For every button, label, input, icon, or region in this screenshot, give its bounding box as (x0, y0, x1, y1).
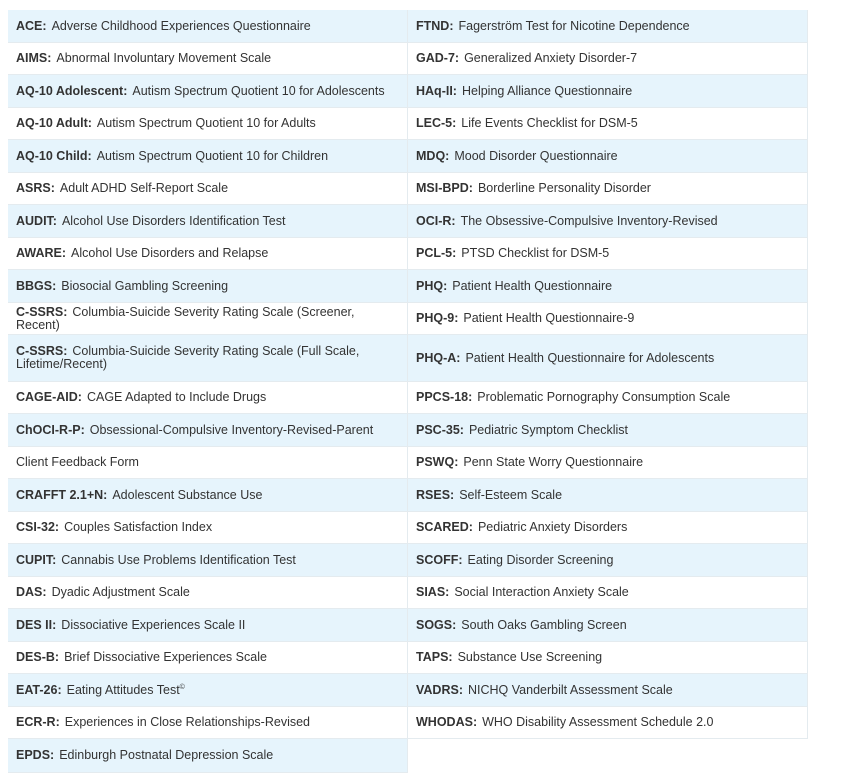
assessment-text (16, 716, 310, 729)
assessment-item[interactable] (8, 205, 408, 238)
table-row (8, 512, 808, 544)
assessment-abbreviation: PCL-5: (416, 246, 457, 260)
assessment-text (416, 150, 618, 163)
table-row (8, 447, 808, 479)
assessment-text (16, 280, 228, 293)
assessment-text (416, 716, 713, 729)
table-row (8, 382, 808, 414)
assessment-abbreviation: PHQ-A: (416, 350, 461, 365)
assessment-item[interactable] (8, 140, 408, 173)
empty-cell (408, 739, 808, 773)
assessment-text (416, 391, 730, 404)
assessment-item[interactable] (408, 10, 808, 43)
assessment-item[interactable] (8, 577, 408, 609)
assessment-name: Substance Use Screening (457, 650, 603, 664)
assessment-abbreviation: PHQ: (416, 278, 448, 293)
assessment-item[interactable] (8, 335, 408, 382)
assessment-table (8, 10, 808, 773)
assessment-abbreviation: AIMS: (16, 51, 52, 65)
assessment-item[interactable] (408, 577, 808, 609)
assessment-name: Social Interaction Anxiety Scale (454, 585, 629, 599)
assessment-name: Obsessional-Compulsive Inventory-Revised-Parent (89, 422, 374, 437)
assessment-text (416, 424, 628, 437)
assessment-text (16, 619, 245, 632)
assessment-item[interactable] (8, 173, 408, 205)
assessment-name: Alcohol Use Disorders Identification Test (61, 213, 286, 228)
assessment-name: Dissociative Experiences Scale II (61, 617, 246, 632)
assessment-text (416, 182, 651, 195)
assessment-name: Pediatric Anxiety Disorders (477, 520, 628, 534)
assessment-item[interactable] (408, 108, 808, 140)
assessment-abbreviation: GAD-7: (416, 51, 460, 65)
assessment-name: Patient Health Questionnaire-9 (463, 311, 635, 325)
assessment-text (416, 456, 643, 469)
assessment-text (16, 554, 296, 567)
assessment-abbreviation: AQ-10 Adolescent: (16, 83, 128, 98)
assessment-name: Abnormal Involuntary Movement Scale (56, 51, 272, 65)
assessment-item[interactable] (408, 270, 808, 303)
assessment-text (16, 456, 139, 469)
assessment-text (416, 312, 634, 325)
assessment-text (416, 85, 632, 98)
assessment-name: Cannabis Use Problems Identification Test (61, 552, 296, 567)
assessment-text (416, 554, 613, 567)
assessment-abbreviation: ECR-R: (16, 715, 60, 729)
table-row (8, 674, 808, 707)
assessment-abbreviation: C-SSRS: (16, 344, 68, 358)
table-row (8, 75, 808, 108)
assessment-abbreviation: SOGS: (416, 617, 457, 632)
table-row (8, 108, 808, 140)
assessment-text (16, 117, 316, 130)
assessment-text (16, 345, 399, 371)
assessment-item[interactable] (8, 270, 408, 303)
assessment-name: The Obsessive-Compulsive Inventory-Revised (460, 213, 718, 228)
table-row (8, 140, 808, 173)
assessment-abbreviation: BBGS: (16, 278, 57, 293)
assessment-item[interactable] (408, 447, 808, 479)
assessment-item[interactable] (8, 382, 408, 414)
assessment-item[interactable] (408, 479, 808, 512)
assessment-name: Self-Esteem Scale (459, 487, 563, 502)
assessment-abbreviation: PPCS-18: (416, 390, 473, 404)
assessment-item[interactable] (408, 75, 808, 108)
assessment-item[interactable] (408, 609, 808, 642)
assessment-name: Couples Satisfaction Index (64, 520, 213, 534)
assessment-abbreviation: AQ-10 Child: (16, 148, 92, 163)
assessment-text (16, 489, 262, 502)
assessment-text (16, 215, 285, 228)
assessment-name: Life Events Checklist for DSM-5 (461, 116, 638, 130)
assessment-abbreviation: FTND: (416, 18, 454, 33)
assessment-name: Helping Alliance Questionnaire (461, 83, 633, 98)
assessment-item[interactable] (8, 303, 408, 335)
assessment-abbreviation: CAGE-AID: (16, 390, 82, 404)
assessment-name: Edinburgh Postnatal Depression Scale (59, 748, 274, 762)
table-row (8, 270, 808, 303)
table-row (8, 43, 808, 75)
assessment-text (416, 52, 637, 65)
table-row (8, 739, 808, 773)
assessment-item[interactable] (408, 303, 808, 335)
assessment-name: Borderline Personality Disorder (477, 181, 651, 195)
assessment-item[interactable] (408, 140, 808, 173)
assessment-item[interactable] (408, 43, 808, 75)
assessment-abbreviation: PSC-35: (416, 422, 464, 437)
assessment-text (16, 521, 212, 534)
table-row (8, 707, 808, 739)
assessment-abbreviation: TAPS: (416, 650, 453, 664)
assessment-text (16, 306, 399, 332)
assessment-item[interactable] (8, 414, 408, 447)
assessment-item[interactable] (408, 382, 808, 414)
assessment-item[interactable] (8, 739, 408, 773)
assessment-abbreviation: AQ-10 Adult: (16, 116, 92, 130)
assessment-text (416, 684, 673, 697)
assessment-abbreviation: ASRS: (16, 181, 55, 195)
assessment-abbreviation: SCOFF: (416, 552, 463, 567)
assessment-abbreviation: VADRS: (416, 682, 463, 697)
assessment-text (16, 424, 373, 437)
assessment-item[interactable] (8, 512, 408, 544)
assessment-name: Patient Health Questionnaire for Adolescents (465, 350, 715, 365)
assessment-name: Columbia-Suicide Severity Rating Scale (Full Scale, Lifetime/Recent) (16, 344, 360, 371)
assessment-text (16, 749, 273, 762)
assessment-text (416, 586, 629, 599)
assessment-abbreviation: HAq-II: (416, 83, 457, 98)
assessment-name: Adult ADHD Self-Report Scale (59, 181, 229, 195)
assessment-name: Alcohol Use Disorders and Relapse (71, 246, 269, 260)
assessment-abbreviation: OCI-R: (416, 213, 456, 228)
assessment-abbreviation: EPDS: (16, 748, 55, 762)
assessment-name: South Oaks Gambling Screen (461, 617, 627, 632)
assessment-abbreviation: ACE: (16, 18, 47, 33)
assessment-item[interactable] (408, 544, 808, 577)
assessment-text (16, 391, 266, 404)
assessment-item[interactable] (8, 447, 408, 479)
assessment-item[interactable] (8, 238, 408, 270)
table-row (8, 479, 808, 512)
assessment-name: Penn State Worry Questionnaire (463, 455, 644, 469)
assessment-item[interactable] (8, 108, 408, 140)
assessment-abbreviation: SIAS: (416, 585, 450, 599)
assessment-name: Generalized Anxiety Disorder-7 (464, 51, 638, 65)
table-row (8, 609, 808, 642)
table-row (8, 335, 808, 382)
assessment-name: Problematic Pornography Consumption Scale (477, 390, 731, 404)
assessment-item[interactable] (408, 205, 808, 238)
assessment-name: Autism Spectrum Quotient 10 for Adolescents (132, 83, 385, 98)
assessment-text (16, 651, 267, 664)
assessment-item[interactable] (8, 707, 408, 739)
assessment-name: Adolescent Substance Use (112, 487, 263, 502)
assessment-name: Dyadic Adjustment Scale (51, 585, 190, 599)
assessment-text (416, 619, 627, 632)
assessment-text (16, 85, 385, 98)
assessment-text (16, 182, 228, 195)
table-row (8, 544, 808, 577)
assessment-abbreviation: RSES: (416, 487, 455, 502)
table-row (8, 414, 808, 447)
assessment-text (416, 20, 690, 33)
assessment-item[interactable] (8, 642, 408, 674)
assessment-name: PTSD Checklist for DSM-5 (461, 246, 610, 260)
assessment-item[interactable] (408, 335, 808, 382)
assessment-item[interactable] (8, 674, 408, 707)
table-row (8, 10, 808, 43)
assessment-name: WHO Disability Assessment Schedule 2.0 (482, 715, 714, 729)
table-row (8, 238, 808, 270)
assessment-text (16, 150, 328, 163)
table-row (8, 642, 808, 674)
assessment-abbreviation: CSI-32: (16, 520, 60, 534)
assessment-abbreviation: ChOCI-R-P: (16, 422, 85, 437)
assessment-text (416, 352, 714, 365)
assessment-name: Adverse Childhood Experiences Questionnaire (51, 18, 311, 33)
assessment-name: Pediatric Symptom Checklist (468, 422, 629, 437)
table-row (8, 577, 808, 609)
assessment-abbreviation: EAT-26: (16, 682, 62, 697)
assessment-text (416, 215, 718, 228)
assessment-name: Experiences in Close Relationships-Revised (64, 715, 311, 729)
assessment-text (416, 651, 602, 664)
assessment-abbreviation: MSI-BPD: (416, 181, 473, 195)
assessment-item[interactable] (408, 674, 808, 707)
assessment-item[interactable] (408, 642, 808, 674)
assessment-name: CAGE Adapted to Include Drugs (86, 390, 267, 404)
table-row (8, 303, 808, 335)
table-row (8, 205, 808, 238)
assessment-abbreviation: DAS: (16, 585, 47, 599)
assessment-abbreviation: PHQ-9: (416, 311, 459, 325)
assessment-abbreviation: MDQ: (416, 148, 450, 163)
assessment-item[interactable] (408, 414, 808, 447)
assessment-item[interactable] (8, 609, 408, 642)
assessment-name: Autism Spectrum Quotient 10 for Adults (96, 116, 316, 130)
assessment-text (416, 489, 562, 502)
assessment-abbreviation: AWARE: (16, 246, 66, 260)
assessment-name: Fagerström Test for Nicotine Dependence (458, 18, 690, 33)
assessment-abbreviation: DES II: (16, 617, 57, 632)
assessment-name: Biosocial Gambling Screening (61, 278, 229, 293)
assessment-text (416, 117, 638, 130)
assessment-name: Columbia-Suicide Severity Rating Scale (Screener, Recent) (16, 304, 355, 332)
assessment-name: NICHQ Vanderbilt Assessment Scale (468, 682, 673, 697)
assessment-abbreviation: SCARED: (416, 520, 473, 534)
assessment-abbreviation: DES-B: (16, 650, 60, 664)
assessment-text (16, 586, 190, 599)
assessment-abbreviation: LEC-5: (416, 116, 457, 130)
assessment-text (416, 280, 612, 293)
assessment-abbreviation: CRAFFT 2.1+N: (16, 487, 108, 502)
assessment-text (16, 247, 268, 260)
assessment-text (16, 52, 271, 65)
assessment-name: Eating Attitudes Test (66, 682, 180, 697)
assessment-item[interactable] (408, 238, 808, 270)
assessment-item[interactable] (408, 512, 808, 544)
table-row (8, 173, 808, 205)
assessment-item[interactable] (8, 75, 408, 108)
assessment-item[interactable] (408, 173, 808, 205)
assessment-abbreviation: C-SSRS: (16, 304, 68, 319)
assessment-item[interactable] (8, 544, 408, 577)
assessment-item[interactable] (408, 707, 808, 739)
assessment-abbreviation: WHODAS: (416, 715, 478, 729)
assessment-name: Brief Dissociative Experiences Scale (64, 650, 267, 664)
assessment-name: Client Feedback Form (16, 455, 139, 469)
assessment-name: Patient Health Questionnaire (452, 278, 613, 293)
copyright-mark: © (179, 683, 185, 691)
assessment-item[interactable] (8, 479, 408, 512)
assessment-abbreviation: CUPIT: (16, 552, 57, 567)
assessment-name: Mood Disorder Questionnaire (454, 148, 618, 163)
assessment-abbreviation: PSWQ: (416, 455, 459, 469)
assessment-name: Eating Disorder Screening (467, 552, 614, 567)
assessment-text (16, 684, 185, 697)
assessment-item[interactable] (8, 10, 408, 43)
assessment-name: Autism Spectrum Quotient 10 for Children (96, 148, 329, 163)
assessment-item[interactable] (8, 43, 408, 75)
assessment-text (416, 247, 609, 260)
assessment-text (416, 521, 627, 534)
assessment-abbreviation: AUDIT: (16, 213, 57, 228)
assessment-text (16, 20, 311, 33)
